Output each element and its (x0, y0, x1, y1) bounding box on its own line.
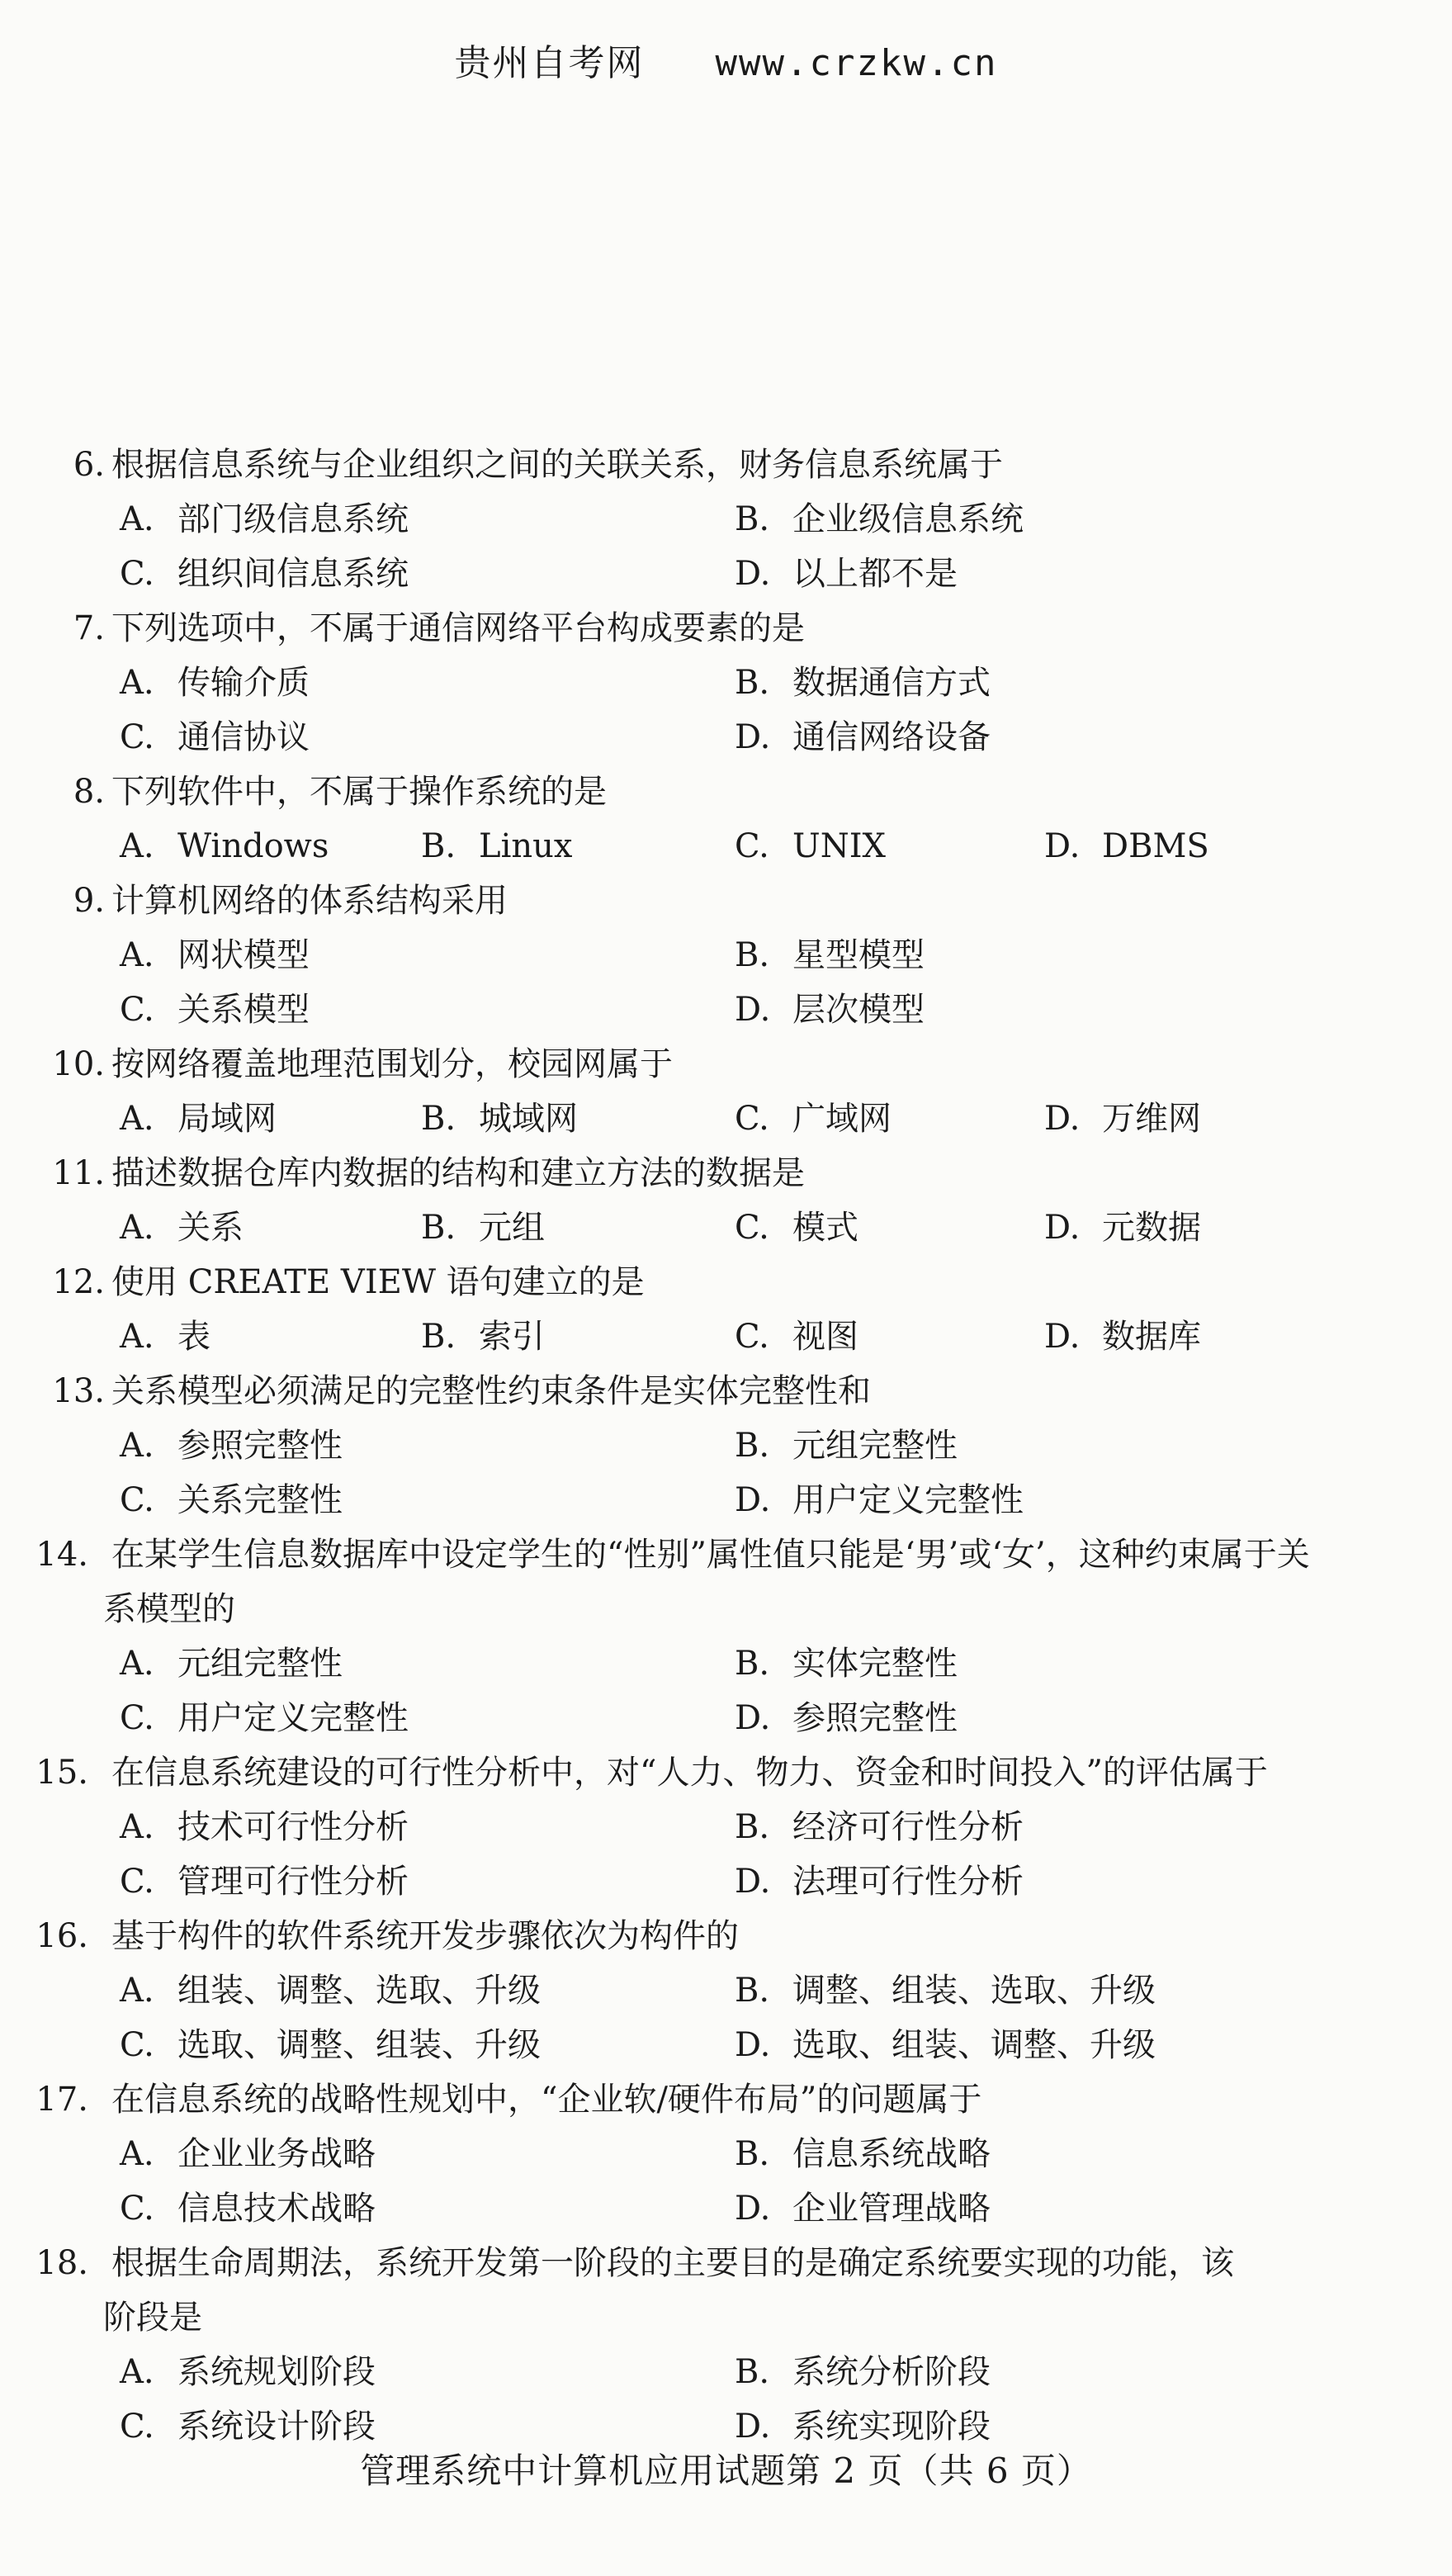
answer-option (735, 1091, 892, 1146)
option-letter: D. (735, 991, 771, 1029)
option-letter: B. (421, 1100, 456, 1138)
question-number: 14. (35, 1536, 88, 1574)
option-letter: D. (735, 1863, 771, 1901)
option-letter: B. (421, 827, 456, 865)
option-text: 系统规划阶段 (177, 2353, 376, 2391)
answer-option (1044, 1200, 1201, 1255)
option-letter: A. (120, 500, 154, 538)
question-item (0, 438, 1452, 601)
option-row (0, 983, 1452, 1037)
question-text: 按网络覆盖地理范围划分，校园网属于 (111, 1045, 673, 1083)
answer-option (735, 1800, 1024, 1854)
question-item (0, 601, 1452, 765)
option-letter: C. (735, 1209, 769, 1247)
question-text: 在某学生信息数据库中设定学生的“性别”属性值只能是‘男’或‘女’，这种约束属于关 (111, 1536, 1310, 1574)
answer-option (120, 928, 310, 983)
answer-option (120, 1963, 541, 2018)
option-letter: A. (120, 1427, 154, 1465)
question-text: 描述数据仓库内数据的结构和建立方法的数据是 (111, 1154, 805, 1192)
option-text: 用户定义完整性 (792, 1481, 1024, 1519)
question-number: 17. (35, 2081, 88, 2119)
option-letter: B. (735, 500, 770, 538)
answer-option (120, 1854, 409, 1909)
option-letter: B. (735, 2353, 770, 2391)
option-row (0, 1963, 1452, 2018)
answer-option (735, 1854, 1024, 1909)
answer-option (735, 492, 1024, 547)
answer-option (120, 2181, 376, 2236)
option-text: 用户定义完整性 (177, 1699, 409, 1737)
option-text: 信息技术战略 (177, 2190, 376, 2228)
answer-option (120, 492, 409, 547)
option-text: 企业业务战略 (177, 2135, 376, 2173)
question-text-continued: 系模型的 (103, 1590, 235, 1628)
option-row (0, 1418, 1452, 1473)
answer-option (120, 819, 329, 874)
option-text: 企业管理战略 (792, 2190, 991, 2228)
option-letter: A. (120, 1645, 154, 1683)
option-text: DBMS (1102, 827, 1209, 865)
option-letter: C. (120, 2408, 154, 2446)
option-letter: A. (120, 936, 154, 974)
option-text: 通信协议 (177, 718, 310, 756)
option-letter: D. (1044, 827, 1081, 865)
question-item (0, 1909, 1452, 2072)
option-letter: A. (120, 1808, 154, 1846)
option-letter: D. (735, 2026, 771, 2064)
answer-option (120, 710, 310, 765)
option-letter: C. (120, 1699, 154, 1737)
option-row (0, 819, 1452, 874)
option-text: 关系模型 (177, 991, 310, 1029)
answer-option (120, 1800, 409, 1854)
option-text: 广域网 (792, 1100, 892, 1138)
option-letter: C. (120, 2026, 154, 2064)
question-item (0, 1037, 1452, 1146)
option-text: 层次模型 (792, 991, 925, 1029)
question-stem (0, 1527, 1452, 1582)
answer-option (1044, 1309, 1201, 1364)
question-number: 15. (35, 1754, 88, 1792)
option-row (0, 492, 1452, 547)
option-letter: B. (735, 936, 770, 974)
question-stem (0, 601, 1452, 656)
option-text: 企业级信息系统 (792, 500, 1024, 538)
option-text: 元组完整性 (792, 1427, 958, 1465)
question-text: 根据信息系统与企业组织之间的关联关系，财务信息系统属于 (111, 446, 1003, 484)
option-letter: B. (735, 1972, 770, 2010)
option-letter: C. (735, 1100, 769, 1138)
option-row (0, 1800, 1452, 1854)
page-footer: 管理系统中计算机应用试题第 2 页（共 6 页） (360, 2451, 1092, 2491)
question-stem (0, 1255, 1452, 1309)
question-text: 在信息系统建设的可行性分析中，对“人力、物力、资金和时间投入”的评估属于 (111, 1754, 1268, 1792)
option-text: 元组 (479, 1209, 545, 1247)
option-text: 关系完整性 (177, 1481, 343, 1519)
option-text: 技术可行性分析 (177, 1808, 409, 1846)
answer-option (735, 983, 925, 1037)
option-row (0, 1473, 1452, 1527)
question-text: 在信息系统的战略性规划中，“企业软/硬件布局”的问题属于 (111, 2081, 982, 2119)
option-text: 数据通信方式 (792, 664, 991, 702)
option-text: 信息系统战略 (792, 2135, 991, 2173)
question-item (0, 1745, 1452, 1909)
option-text: UNIX (792, 827, 886, 865)
option-letter: A. (120, 2135, 154, 2173)
option-letter: C. (120, 991, 154, 1029)
question-item (0, 765, 1452, 874)
question-stem (0, 2236, 1452, 2290)
question-item (0, 1255, 1452, 1364)
option-text: 视图 (792, 1318, 858, 1356)
answer-option (421, 1200, 545, 1255)
option-text: 选取、调整、组装、升级 (177, 2026, 541, 2064)
question-stem (0, 874, 1452, 928)
question-item (0, 2236, 1452, 2454)
option-row (0, 1854, 1452, 1909)
option-letter: C. (120, 1481, 154, 1519)
answer-option (120, 1309, 210, 1364)
option-letter: B. (735, 664, 770, 702)
option-text: 城域网 (479, 1100, 578, 1138)
question-number: 11. (52, 1154, 105, 1192)
option-text: 实体完整性 (792, 1645, 958, 1683)
option-text: 星型模型 (792, 936, 925, 974)
answer-option (120, 1636, 343, 1691)
question-stem (0, 438, 1452, 492)
option-text: 系统分析阶段 (792, 2353, 991, 2391)
answer-option (735, 547, 958, 601)
option-row (0, 1200, 1452, 1255)
option-text: 传输介质 (177, 664, 310, 702)
question-stem (0, 1037, 1452, 1091)
option-row (0, 2018, 1452, 2072)
answer-option (120, 1418, 343, 1473)
option-letter: A. (120, 1318, 154, 1356)
option-text: Windows (177, 827, 329, 865)
option-letter: A. (120, 1209, 154, 1247)
answer-option (735, 656, 991, 710)
option-text: 元数据 (1102, 1209, 1201, 1247)
question-item (0, 1527, 1452, 1745)
option-text: 法理可行性分析 (792, 1863, 1024, 1901)
question-number: 8. (73, 773, 105, 811)
question-number: 13. (52, 1372, 105, 1410)
option-text: 管理可行性分析 (177, 1863, 409, 1901)
option-letter: D. (735, 718, 771, 756)
question-stem (0, 2072, 1452, 2127)
question-item (0, 874, 1452, 1037)
site-url: www.crzkw.cn (715, 42, 998, 84)
answer-option (735, 2345, 991, 2399)
answer-option (120, 983, 310, 1037)
option-letter: C. (120, 718, 154, 756)
option-row (0, 1691, 1452, 1745)
answer-option (120, 1473, 343, 1527)
question-stem (0, 1364, 1452, 1418)
answer-option (735, 1636, 958, 1691)
option-letter: A. (120, 1100, 154, 1138)
option-letter: B. (735, 1808, 770, 1846)
answer-option (735, 1691, 958, 1745)
answer-option (735, 1963, 1156, 2018)
question-text: 下列软件中，不属于操作系统的是 (111, 773, 607, 811)
question-text: 计算机网络的体系结构采用 (111, 882, 508, 920)
question-stem (0, 1745, 1452, 1800)
option-text: 选取、组装、调整、升级 (792, 2026, 1156, 2064)
question-number: 16. (35, 1917, 88, 1955)
answer-option (735, 710, 991, 765)
question-text: 关系模型必须满足的完整性约束条件是实体完整性和 (111, 1372, 871, 1410)
question-number: 9. (73, 882, 105, 920)
option-letter: C. (120, 1863, 154, 1901)
option-text: 通信网络设备 (792, 718, 991, 756)
answer-option (1044, 1091, 1201, 1146)
option-letter: D. (735, 555, 771, 593)
option-text: 系统实现阶段 (792, 2408, 991, 2446)
option-letter: D. (735, 2190, 771, 2228)
option-text: 参照完整性 (792, 1699, 958, 1737)
question-text: 根据生命周期法，系统开发第一阶段的主要目的是确定系统要实现的功能，该 (111, 2244, 1234, 2282)
question-number: 12. (52, 1263, 105, 1301)
answer-option (120, 2127, 376, 2181)
option-row (0, 2181, 1452, 2236)
option-letter: A. (120, 1972, 154, 2010)
option-text: 表 (177, 1318, 210, 1356)
site-name: 贵州自考网 (454, 42, 645, 84)
option-text: 调整、组装、选取、升级 (792, 1972, 1156, 2010)
answer-option (1044, 819, 1209, 874)
option-letter: B. (421, 1209, 456, 1247)
answer-option (120, 2018, 541, 2072)
option-text: 部门级信息系统 (177, 500, 409, 538)
answer-option (735, 1200, 858, 1255)
answer-option (120, 656, 310, 710)
answer-option (120, 547, 409, 601)
question-stem (0, 1909, 1452, 1963)
option-text: 系统设计阶段 (177, 2408, 376, 2446)
option-letter: B. (735, 1645, 770, 1683)
question-text: 使用 CREATE VIEW 语句建立的是 (111, 1263, 645, 1301)
question-text: 基于构件的软件系统开发步骤依次为构件的 (111, 1917, 739, 1955)
option-text: 数据库 (1102, 1318, 1201, 1356)
answer-option (120, 2345, 376, 2399)
option-text: 万维网 (1102, 1100, 1201, 1138)
answer-option (735, 2181, 991, 2236)
option-letter: C. (735, 827, 769, 865)
answer-option (120, 1691, 409, 1745)
answer-option (735, 1473, 1024, 1527)
question-number: 6. (73, 446, 105, 484)
option-text: 局域网 (177, 1100, 277, 1138)
option-row (0, 547, 1452, 601)
option-row (0, 1091, 1452, 1146)
option-letter: D. (735, 2408, 771, 2446)
option-row (0, 710, 1452, 765)
answer-option (735, 1418, 958, 1473)
question-number: 18. (35, 2244, 88, 2282)
option-letter: D. (1044, 1100, 1081, 1138)
question-number: 10. (52, 1045, 105, 1083)
answer-option (421, 819, 572, 874)
option-row (0, 1309, 1452, 1364)
option-letter: C. (120, 2190, 154, 2228)
option-letter: B. (735, 2135, 770, 2173)
option-row (0, 656, 1452, 710)
option-text: 关系 (177, 1209, 244, 1247)
answer-option (120, 1091, 277, 1146)
option-row (0, 2345, 1452, 2399)
question-text-continued: 阶段是 (103, 2299, 202, 2337)
option-letter: B. (735, 1427, 770, 1465)
option-text: 模式 (792, 1209, 858, 1247)
option-text: 以上都不是 (792, 555, 958, 593)
answer-option (735, 2127, 991, 2181)
option-text: 元组完整性 (177, 1645, 343, 1683)
answer-option (735, 928, 925, 983)
answer-option (421, 1309, 545, 1364)
option-letter: A. (120, 664, 154, 702)
question-number: 7. (73, 609, 105, 647)
answer-option (120, 1200, 244, 1255)
option-letter: D. (1044, 1318, 1081, 1356)
question-text: 下列选项中，不属于通信网络平台构成要素的是 (111, 609, 805, 647)
option-letter: C. (120, 555, 154, 593)
option-text: Linux (479, 827, 573, 865)
question-item (0, 2072, 1452, 2236)
question-stem (0, 765, 1452, 819)
option-letter: D. (735, 1481, 771, 1519)
answer-option (735, 1309, 858, 1364)
option-row (0, 2127, 1452, 2181)
option-letter: A. (120, 2353, 154, 2391)
answer-option (735, 819, 886, 874)
option-text: 网状模型 (177, 936, 310, 974)
answer-option (735, 2018, 1156, 2072)
option-text: 参照完整性 (177, 1427, 343, 1465)
option-letter: A. (120, 827, 154, 865)
option-row (0, 928, 1452, 983)
option-letter: C. (735, 1318, 769, 1356)
question-item (0, 1146, 1452, 1255)
question-stem (0, 1146, 1452, 1200)
question-list (0, 438, 1452, 2454)
option-text: 组织间信息系统 (177, 555, 409, 593)
option-row (0, 1636, 1452, 1691)
page-header (0, 33, 1452, 86)
option-letter: D. (1044, 1209, 1081, 1247)
option-text: 索引 (479, 1318, 545, 1356)
option-letter: B. (421, 1318, 456, 1356)
option-text: 组装、调整、选取、升级 (177, 1972, 541, 2010)
option-letter: D. (735, 1699, 771, 1737)
answer-option (421, 1091, 578, 1146)
option-text: 经济可行性分析 (792, 1808, 1024, 1846)
question-item (0, 1364, 1452, 1527)
